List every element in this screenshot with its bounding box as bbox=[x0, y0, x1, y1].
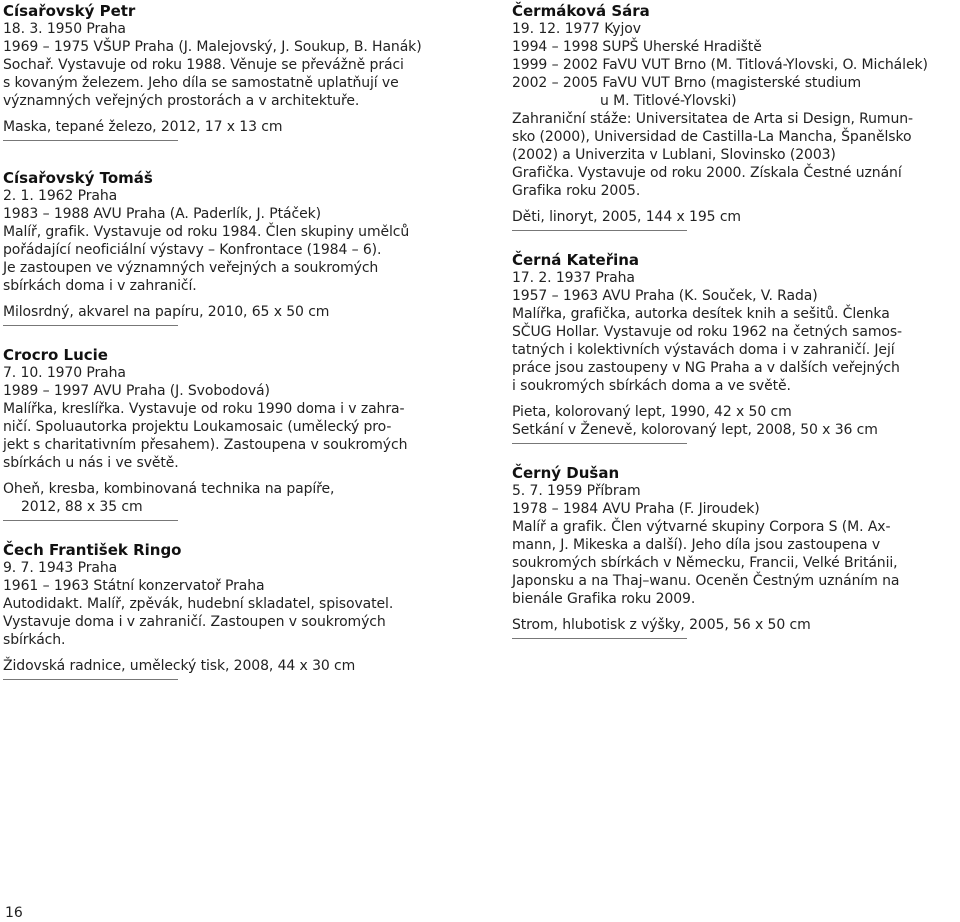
artwork-line: Strom, hlubotisk z výšky, 2005, 56 x 50 cm bbox=[512, 617, 811, 633]
artwork-line: Oheň, kresba, kombinovaná technika na papíře, bbox=[3, 481, 335, 497]
artist-entry bbox=[512, 464, 960, 639]
artwork-line: Židovská radnice, umělecký tisk, 2008, 44 x 30 cm bbox=[3, 658, 356, 674]
artist-name: Čermáková Sára bbox=[512, 2, 650, 20]
artist-name: Černý Dušan bbox=[512, 464, 620, 482]
bio-line: 2. 1. 1962 Praha bbox=[3, 188, 118, 204]
artist-name: Čech František Ringo bbox=[3, 541, 182, 559]
bio-line: i soukromých sbírkách doma a ve světě. bbox=[512, 378, 791, 394]
bio-line: Autodidakt. Malíř, zpěvák, hudební skladatel, spisovatel. bbox=[3, 596, 394, 612]
separator-rule bbox=[3, 679, 178, 680]
artwork-line: Maska, tepané železo, 2012, 17 x 13 cm bbox=[3, 119, 283, 135]
bio-line: 7. 10. 1970 Praha bbox=[3, 365, 126, 381]
artwork-line: Setkání v Ženevě, kolorovaný lept, 2008, 50 x 36 cm bbox=[512, 422, 878, 438]
artist-name: Crocro Lucie bbox=[3, 346, 108, 364]
bio-line: 1978 – 1984 AVU Praha (F. Jiroudek) bbox=[512, 501, 760, 517]
bio-line: sbírkách u nás i ve světě. bbox=[3, 455, 179, 471]
bio-line: jekt s charitativním přesahem). Zastoupena v soukromých bbox=[3, 437, 408, 453]
bio-line: 1961 – 1963 Státní konzervatoř Praha bbox=[3, 578, 265, 594]
bio-line: Je zastoupen ve významných veřejných a soukromých bbox=[3, 260, 379, 276]
bio-line: soukromých sbírkách v Německu, Francii, Velké Británii, bbox=[512, 555, 898, 571]
bio-line: mann, J. Mikeska a další). Jeho díla jsou zastoupena v bbox=[512, 537, 881, 553]
bio-line: 1957 – 1963 AVU Praha (K. Souček, V. Rada) bbox=[512, 288, 818, 304]
artist-entry bbox=[3, 169, 458, 326]
bio-line: 1989 – 1997 AVU Praha (J. Svobodová) bbox=[3, 383, 270, 399]
artwork-line: Pieta, kolorovaný lept, 1990, 42 x 50 cm bbox=[512, 404, 792, 420]
bio-line: 18. 3. 1950 Praha bbox=[3, 21, 126, 37]
bio-line: Grafika roku 2005. bbox=[512, 183, 641, 199]
right-column bbox=[512, 2, 960, 639]
bio-line: práce jsou zastoupeny v NG Praha a v dalších veřejných bbox=[512, 360, 900, 376]
artist-entry bbox=[3, 346, 458, 521]
bio-line: ničí. Spoluautorka projektu Loukamosaic (umělecký pro- bbox=[3, 419, 392, 435]
bio-line: Zahraniční stáže: Universitatea de Arta si Design, Rumun- bbox=[512, 111, 913, 127]
bio-line: 9. 7. 1943 Praha bbox=[3, 560, 118, 576]
bio-line: SČUG Hollar. Vystavuje od roku 1962 na četných samos- bbox=[512, 324, 902, 340]
bio-line: Malíř a grafik. Člen výtvarné skupiny Corpora S (M. Ax- bbox=[512, 519, 891, 535]
bio-line: 19. 12. 1977 Kyjov bbox=[512, 21, 641, 37]
artist-entry bbox=[512, 2, 960, 231]
bio-line: 1969 – 1975 VŠUP Praha (J. Malejovský, J. Soukup, B. Hanák) bbox=[3, 39, 422, 55]
bio-line: významných veřejných prostorách a v architektuře. bbox=[3, 93, 360, 109]
bio-line: pořádající neoficiální výstavy – Konfrontace (1984 – 6). bbox=[3, 242, 382, 258]
separator-rule bbox=[512, 638, 687, 639]
artwork-line: 2012, 88 x 35 cm bbox=[21, 499, 143, 515]
artist-entry bbox=[3, 541, 458, 680]
artist-entry bbox=[512, 251, 960, 444]
artist-name: Císařovský Petr bbox=[3, 2, 136, 20]
left-column bbox=[3, 2, 458, 680]
bio-line: 1983 – 1988 AVU Praha (A. Paderlík, J. Ptáček) bbox=[3, 206, 321, 222]
bio-line: Malíř, grafik. Vystavuje od roku 1984. Člen skupiny umělců bbox=[3, 224, 410, 240]
bio-line: 2002 – 2005 FaVU VUT Brno (magisterské studium bbox=[512, 75, 861, 91]
bio-line: 1999 – 2002 FaVU VUT Brno (M. Titlová-Ylovski, O. Michálek) bbox=[512, 57, 928, 73]
artist-entry bbox=[3, 2, 458, 141]
artist-name: Černá Kateřina bbox=[512, 251, 640, 269]
bio-line: sbírkách doma i v zahraničí. bbox=[3, 278, 197, 294]
bio-line: Malířka, grafička, autorka desítek knih a sešitů. Členka bbox=[512, 306, 890, 322]
bio-line: Grafička. Vystavuje od roku 2000. Získala Čestné uznání bbox=[512, 165, 902, 181]
bio-line: Sochař. Vystavuje od roku 1988. Věnuje se převážně práci bbox=[3, 57, 404, 73]
bio-line: Malířka, kreslířka. Vystavuje od roku 1990 doma i v zahra- bbox=[3, 401, 405, 417]
bio-line: s kovaným železem. Jeho díla se samostatně uplatňují ve bbox=[3, 75, 399, 91]
bio-line: sko (2000), Universidad de Castilla-La Mancha, Španělsko bbox=[512, 129, 912, 145]
bio-line: sbírkách. bbox=[3, 632, 66, 648]
bio-line: Japonsku a na Thaj–wanu. Oceněn Čestným uznáním na bbox=[512, 573, 900, 589]
bio-line: bienále Grafika roku 2009. bbox=[512, 591, 696, 607]
bio-line: tatných i kolektivních výstavách doma i v zahraničí. Její bbox=[512, 342, 895, 358]
bio-line: 1994 – 1998 SUPŠ Uherské Hradiště bbox=[512, 39, 762, 55]
bio-line: (2002) a Univerzita v Lublani, Slovinsko (2003) bbox=[512, 147, 836, 163]
page-number: 16 bbox=[5, 905, 23, 921]
bio-line: u M. Titlové-Ylovski) bbox=[600, 93, 737, 109]
artwork-line: Milosrdný, akvarel na papíru, 2010, 65 x 50 cm bbox=[3, 304, 330, 320]
artwork-line: Děti, linoryt, 2005, 144 x 195 cm bbox=[512, 209, 741, 225]
bio-line: 5. 7. 1959 Příbram bbox=[512, 483, 641, 499]
bio-line: 17. 2. 1937 Praha bbox=[512, 270, 635, 286]
artist-name: Císařovský Tomáš bbox=[3, 169, 153, 187]
bio-line: Vystavuje doma i v zahraničí. Zastoupen v soukromých bbox=[3, 614, 386, 630]
